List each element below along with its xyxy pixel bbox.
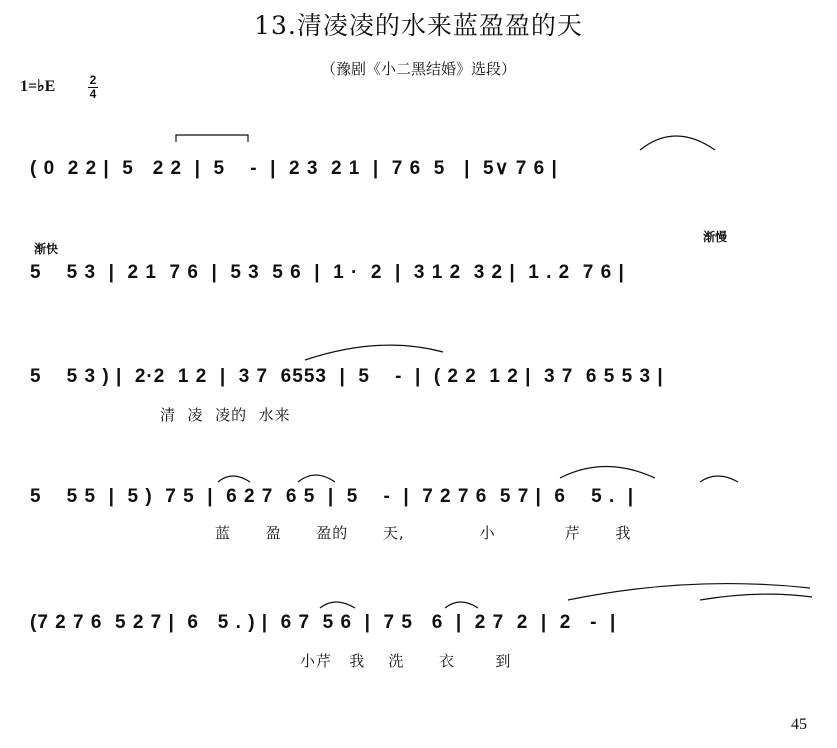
slur <box>700 594 812 600</box>
slur <box>700 476 738 482</box>
page-title: 13.清凌凌的水来蓝盈盈的天 <box>254 11 583 40</box>
slur <box>640 136 715 150</box>
system-1-notes: ( 0 2 2 | 5 2 2 | 5 - | 2 3 2 1 | 7 6 5 | 5∨ 7 6 | <box>30 158 558 179</box>
slur <box>568 584 810 600</box>
slur <box>320 602 355 608</box>
tempo-mark-faster: 渐快 <box>34 242 59 256</box>
key-signature: 1=♭E <box>20 78 56 95</box>
slur <box>560 467 655 479</box>
time-signature-bottom: 4 <box>89 87 97 101</box>
slur <box>298 475 335 482</box>
tempo-mark-slower: 渐慢 <box>703 230 728 244</box>
slur <box>305 345 443 360</box>
slur <box>445 602 478 608</box>
system-3-lyrics: 清 凌 凌的 水来 <box>160 406 291 424</box>
system-2-notes: 5 5 3 | 2 1 7 6 | 5 3 5 6 | 1 · 2 | 3 1 2 3 2 | 1 . 2 7 6 | <box>30 262 625 283</box>
subtitle: （豫剧《小二黑结婚》选段） <box>320 60 516 78</box>
system-4-lyrics: 蓝 盈 盈的 天, 小 芹 我 <box>215 524 632 542</box>
system-4-notes: 5 5 5 | 5 ) 7 5 | 6 2 7 6 5 | 5 - | 7 2 7 6 5 7 | 6 5 . | <box>30 486 635 507</box>
system-5-lyrics: 小芹 我 洗 衣 到 <box>300 652 512 670</box>
system-5-notes: (7 2 7 6 5 2 7 | 6 5 . ) | 6 7 5 6 | 7 5 6 | 2 7 2 | 2 - | <box>30 612 617 633</box>
tuplet-bracket <box>176 135 248 142</box>
page-number: 45 <box>791 716 807 733</box>
slur <box>218 476 250 482</box>
system-3-notes: 5 5 3 ) | 2·2 1 2 | 3 7 6553 | 5 - | ( 2 2 1 2 | 3 7 6 5 5 3 | <box>30 366 664 387</box>
time-signature-top: 2 <box>89 73 97 87</box>
